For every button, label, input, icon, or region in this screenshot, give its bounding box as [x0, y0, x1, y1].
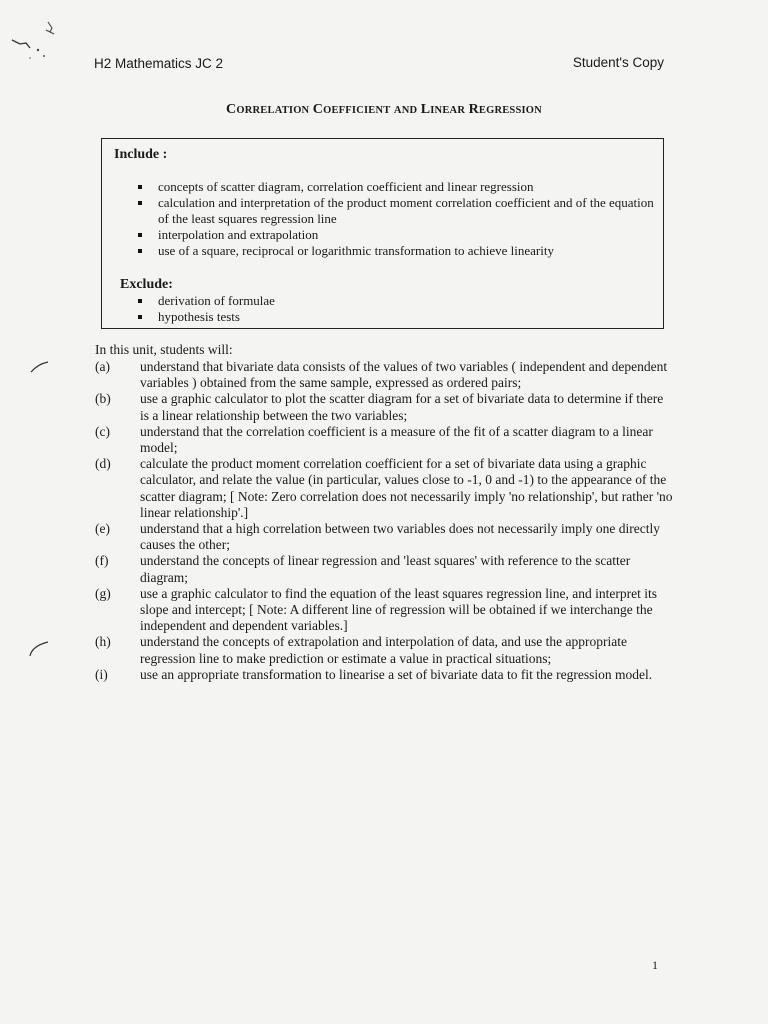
objective-item — [95, 634, 675, 666]
title-initial: L — [420, 102, 431, 117]
list-item-text: use of a square, reciprocal or logarithmic transformation to achieve linearity — [158, 243, 554, 258]
objective-item — [95, 456, 675, 521]
title-initial: C — [312, 102, 324, 117]
bullet-icon — [138, 249, 142, 253]
title-word: AND — [393, 105, 418, 116]
bullet-icon — [138, 201, 142, 205]
list-item — [136, 309, 636, 325]
bullet-icon — [138, 315, 142, 319]
list-item — [136, 179, 661, 195]
objective-letter: (b) — [95, 391, 111, 407]
list-item — [136, 243, 661, 259]
objective-text: understand that bivariate data consists of the values of two variables ( independent and dependent variables ) obtained from the same sample, expressed as ordered pairs; — [140, 359, 668, 391]
objective-letter: (i) — [95, 666, 108, 682]
objective-text: understand the concepts of extrapolation and interpolation of data, and use the appropriate regression line to make prediction or estimate a value in practical situations; — [140, 634, 627, 666]
objectives-list — [95, 359, 675, 683]
bullet-icon — [138, 185, 142, 189]
objective-item — [95, 391, 675, 423]
course-name: H2 Mathematics JC 2 — [94, 56, 224, 71]
title-word-rest: OEFFICIENT — [323, 105, 391, 116]
objective-item — [95, 424, 675, 456]
objective-letter: (e) — [95, 521, 110, 537]
objective-letter: (a) — [95, 359, 110, 374]
objective-item — [95, 667, 675, 683]
exclude-heading: Exclude: — [120, 277, 173, 292]
list-item-text: calculation and interpretation of the product moment correlation coefficient and of the equation of the least squares regression line — [158, 195, 654, 226]
objective-text: understand the concepts of linear regression and 'least squares' with reference to the scatter diagram; — [140, 553, 631, 585]
title-initial: R — [468, 102, 479, 117]
objective-item — [95, 586, 675, 635]
margin-pen-mark-1 — [30, 360, 50, 374]
list-item-text: interpolation and extrapolation — [158, 227, 319, 242]
list-item-text: concepts of scatter diagram, correlation coefficient and linear regression — [158, 179, 534, 194]
objective-text: use a graphic calculator to plot the scatter diagram for a set of bivariate data to determine if there is a linear relationship between the two variables; — [140, 391, 664, 423]
bullet-icon — [138, 299, 142, 303]
objective-item — [95, 553, 675, 585]
objective-text: use an appropriate transformation to linearise a set of bivariate data to fit the regression model. — [140, 666, 653, 682]
title-word-rest: ORRELATION — [236, 105, 310, 116]
include-list — [136, 179, 661, 259]
bullet-icon — [138, 233, 142, 237]
exclude-list — [136, 293, 636, 325]
page-title — [0, 101, 768, 118]
page-number: 1 — [652, 958, 658, 972]
objective-letter: (c) — [95, 423, 110, 439]
list-item — [136, 227, 661, 243]
list-item — [136, 195, 661, 227]
objective-letter: (f) — [95, 553, 109, 569]
list-item-text: hypothesis tests — [158, 309, 240, 324]
objective-item — [95, 359, 675, 391]
objective-letter: (d) — [95, 456, 111, 472]
objective-letter: (g) — [95, 585, 111, 601]
objective-text: understand that a high correlation between two variables does not necessarily imply one directly causes the other; — [140, 521, 660, 553]
list-item — [136, 293, 636, 309]
title-word-rest: EGRESSION — [478, 105, 542, 116]
title-word-rest: INEAR — [430, 105, 466, 116]
margin-pen-mark-2 — [28, 640, 50, 658]
syllabus-scope-box — [101, 138, 664, 329]
title-initial: C — [226, 102, 237, 117]
scan-speck-cluster — [8, 18, 68, 68]
objective-text: use a graphic calculator to find the equation of the least squares regression line, and interpret its slope and intercept; [ Note: A different line of regression will be obtained if we interchange the independent and dependent variables.] — [140, 585, 657, 634]
objective-text: understand that the correlation coefficient is a measure of the fit of a scatter diagram to a linear model; — [140, 423, 653, 456]
include-heading: Include : — [114, 147, 168, 162]
objective-letter: (h) — [95, 634, 111, 650]
objectives-intro: In this unit, students will: — [95, 342, 233, 357]
objective-text: calculate the product moment correlation coefficient for a set of bivariate data using a graphic calculator, and relate the value (in particular, values close to -1, 0 and -1) to the appearance of the scatter diagram; [ Note: Zero correlation does not necessarily imply 'no relationship', but rather 'no linear relationship'.] — [140, 456, 673, 520]
copy-type-label: Student's Copy — [572, 55, 664, 70]
list-item-text: derivation of formulae — [158, 293, 275, 308]
objective-item — [95, 521, 675, 553]
